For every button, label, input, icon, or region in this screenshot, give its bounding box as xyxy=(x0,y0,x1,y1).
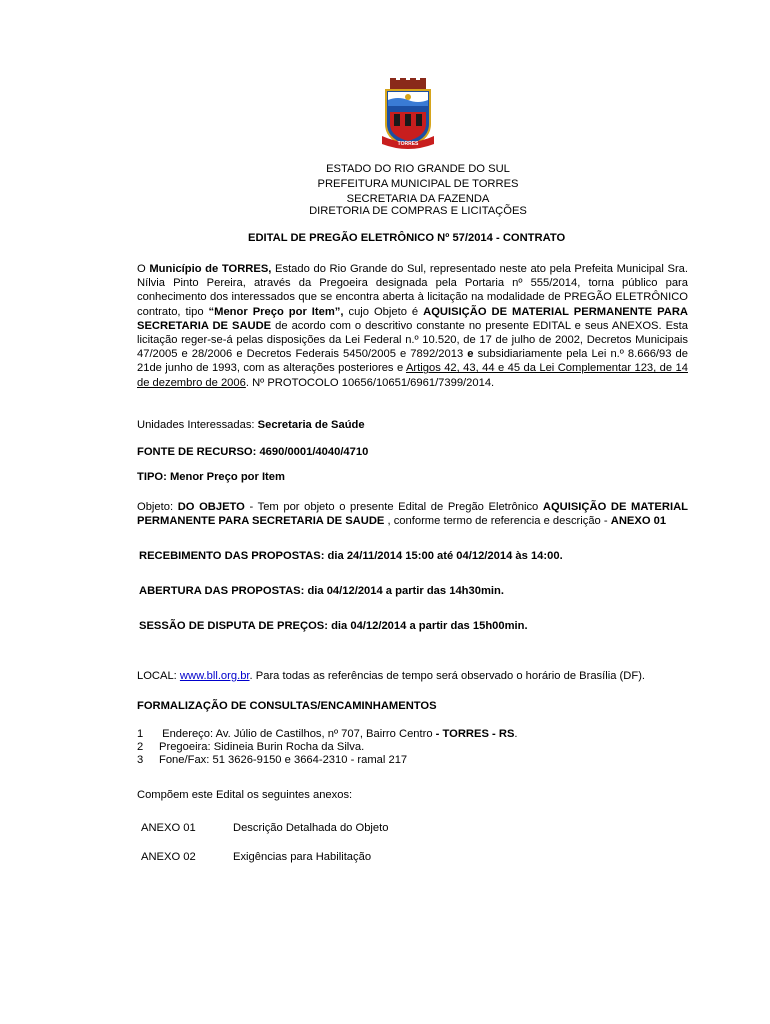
intro-text-2: Estado do Rio Grande do Sul, representado neste ato pela Prefeita Municipal Sra. Nílvia Pinto Pereira, através da Pregoeira designada pela Portaria nº 555/2014, torna público para conhecimento dos interessados que se encontra aberta à licitação na modalidade de PREGÃO ELETRÔNICO contrato, tipo xyxy=(137,263,689,318)
tipo-line xyxy=(137,471,285,483)
contact-pregoeira: Pregoeira: Sidineia Burin Rocha da Silva. xyxy=(159,741,365,753)
intro-text-3: cujo Objeto é xyxy=(343,305,424,318)
header-line-2: PREFEITURA MUNICIPAL DE TORRES xyxy=(317,178,519,190)
contact-phone: Fone/Fax: 51 3626-9150 e 3664-2310 - ramal 217 xyxy=(159,754,408,766)
intro-text-6: . Nº PROTOCOLO 10656/10651/6961/7399/2014. xyxy=(245,376,495,389)
list-item xyxy=(137,741,364,754)
anexo-row xyxy=(141,822,388,834)
crown-icon xyxy=(390,78,426,89)
list-number: 3 xyxy=(137,754,144,766)
unidades-line xyxy=(137,419,365,431)
intro-text-1: O xyxy=(137,263,150,275)
list-item xyxy=(137,754,407,767)
objeto-text-1: - Tem por objeto o presente Edital de Pregão Eletrônico xyxy=(244,501,543,513)
anexo-row xyxy=(141,851,371,863)
anexo-description: Descrição Detalhada do Objeto xyxy=(233,822,389,834)
objeto-paragraph xyxy=(137,500,688,528)
intro-artigos: Artigos 42, 43, 44 e 45 da Lei Complementar 123, de 14 de dezembro de 2006 xyxy=(137,362,688,389)
intro-text-5: subsidiariamente pela Lei n.º 8.666/93 de 21de junho de 1993, com as alterações posteriores e xyxy=(137,348,688,375)
objeto-bold-2: AQUISIÇÃO DE MATERIAL PERMANENTE PARA SECRETARIA DE SAUDE xyxy=(137,501,688,528)
edital-title: EDITAL DE PREGÃO ELETRÔNICO Nº 57/2014 - CONTRATO xyxy=(248,232,566,244)
fonte-recurso: FONTE DE RECURSO: 4690/0001/4040/4710 xyxy=(137,446,369,458)
local-label: LOCAL: xyxy=(137,670,180,682)
header-line-3: SECRETARIA DA FAZENDA xyxy=(346,193,490,205)
header-line-1: ESTADO DO RIO GRANDE DO SUL xyxy=(326,163,510,175)
local-rest: . Para todas as referências de tempo será observado o horário de Brasília (DF). xyxy=(249,670,646,682)
tipo-label: TIPO xyxy=(137,471,164,483)
sessao-disputa: SESSÃO DE DISPUTA DE PREÇOS: dia 04/12/2014 a partir das 15h00min. xyxy=(139,620,528,632)
list-number: 2 xyxy=(137,741,144,753)
crest-banner-text: TORRES xyxy=(397,141,419,147)
objeto-label: Objeto: xyxy=(137,501,178,513)
tipo-value: : Menor Preço por Item xyxy=(163,471,285,483)
contact-address: Endereço: Av. Júlio de Castilhos, nº 707, Bairro Centro xyxy=(162,728,436,740)
municipal-crest xyxy=(380,78,436,150)
recebimento-propostas: RECEBIMENTO DAS PROPOSTAS: dia 24/11/2014 15:00 até 04/12/2014 às 14:00. xyxy=(139,550,563,562)
anexos-intro: Compõem este Edital os seguintes anexos: xyxy=(137,789,353,801)
header-line-4: DIRETORIA DE COMPRAS E LICITAÇÕES xyxy=(309,205,527,217)
local-line xyxy=(137,670,645,682)
list-item xyxy=(137,728,518,741)
intro-e: e xyxy=(467,348,474,361)
intro-tipo: “Menor Preço por Item”, xyxy=(208,305,344,318)
unidades-label: Unidades Interessadas: xyxy=(137,419,258,431)
intro-paragraph xyxy=(137,262,688,390)
anexo-code: ANEXO 02 xyxy=(141,851,196,863)
contact-city: - TORRES - RS xyxy=(435,728,515,740)
contact-end: . xyxy=(514,728,518,740)
abertura-propostas: ABERTURA DAS PROPOSTAS: dia 04/12/2014 a partir das 14h30min. xyxy=(139,585,504,597)
intro-objeto: AQUISIÇÃO DE MATERIAL PERMANENTE PARA SECRETARIA DE SAUDE xyxy=(137,305,688,332)
unidades-value: Secretaria de Saúde xyxy=(257,419,365,431)
objeto-text-2: , conforme termo de referencia e descrição - xyxy=(384,515,611,528)
bll-link[interactable]: www.bll.org.br xyxy=(179,670,250,682)
anexo-description: Exigências para Habilitação xyxy=(233,851,372,863)
list-number: 1 xyxy=(137,728,144,740)
objeto-bold-1: DO OBJETO xyxy=(177,501,245,513)
objeto-anexo: ANEXO 01 xyxy=(610,515,667,528)
intro-municipio: Município de TORRES, xyxy=(149,263,272,275)
intro-text-4: de acordo com o descritivo constante no presente EDITAL e seus ANEXOS. Esta licitação reger-se-á pelas disposições da Lei Federal n.º 10.520, de 17 de julho de 2002, Decretos Municipais 47/2005 e 28/2006 e Decretos Federais 5450/2005 e 7892/2013 xyxy=(137,319,688,361)
anexo-code: ANEXO 01 xyxy=(141,822,196,834)
formalizacao-heading: FORMALIZAÇÃO DE CONSULTAS/ENCAMINHAMENTOS xyxy=(137,700,437,712)
